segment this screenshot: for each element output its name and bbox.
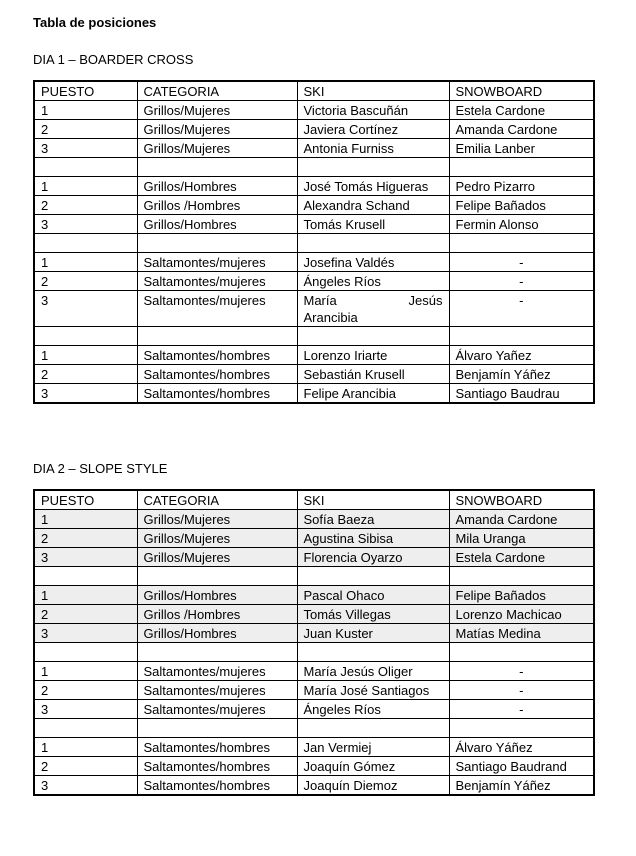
cell-ski [297, 158, 449, 177]
section-title-dia-2-slope-style: DIA 2 – SLOPE STYLE [33, 461, 168, 476]
cell-snowboard: Amanda Cardone [449, 120, 594, 139]
table-row [34, 529, 594, 548]
cell-puesto: 2 [34, 605, 137, 624]
cell-snowboard: Álvaro Yañez [449, 346, 594, 365]
cell-categoria: Grillos/Mujeres [137, 101, 297, 120]
cell-categoria: Saltamontes/hombres [137, 346, 297, 365]
cell-ski: Tomás Krusell [297, 215, 449, 234]
cell-snowboard: Estela Cardone [449, 548, 594, 567]
table-row [34, 177, 594, 196]
section-title-dia-1-boarder-cross: DIA 1 – BOARDER CROSS [33, 52, 194, 67]
table-row [34, 215, 594, 234]
table-row [34, 253, 594, 272]
cell-categoria [137, 643, 297, 662]
cell-puesto: 2 [34, 757, 137, 776]
page-title: Tabla de posiciones [33, 15, 157, 30]
cell-snowboard: - [449, 253, 594, 272]
cell-snowboard [449, 643, 594, 662]
table-row [34, 291, 594, 327]
table-row [34, 738, 594, 757]
cell-snowboard [449, 567, 594, 586]
cell-snowboard: Estela Cardone [449, 101, 594, 120]
cell-categoria: Saltamontes/mujeres [137, 681, 297, 700]
cell-ski: Ángeles Ríos [297, 272, 449, 291]
table-row [34, 757, 594, 776]
cell-puesto: 3 [34, 384, 137, 404]
cell-puesto [34, 327, 137, 346]
cell-categoria [137, 234, 297, 253]
table-row [34, 586, 594, 605]
column-header-puesto: PUESTO [34, 490, 137, 510]
table-row [34, 139, 594, 158]
cell-puesto: 3 [34, 215, 137, 234]
cell-puesto: 2 [34, 120, 137, 139]
cell-puesto [34, 643, 137, 662]
cell-puesto: 2 [34, 681, 137, 700]
table-row [34, 510, 594, 529]
cell-puesto [34, 234, 137, 253]
cell-categoria: Saltamontes/mujeres [137, 272, 297, 291]
name-line-1 [304, 292, 443, 309]
cell-ski [297, 327, 449, 346]
cell-categoria: Grillos /Hombres [137, 196, 297, 215]
cell-categoria: Saltamontes/hombres [137, 738, 297, 757]
cell-ski: María Jesús Oliger [297, 662, 449, 681]
cell-snowboard: Pedro Pizarro [449, 177, 594, 196]
cell-categoria [137, 327, 297, 346]
cell-snowboard: - [449, 662, 594, 681]
table-row [34, 624, 594, 643]
table-row [34, 346, 594, 365]
cell-puesto: 1 [34, 662, 137, 681]
cell-categoria: Saltamontes/mujeres [137, 291, 297, 327]
cell-puesto: 3 [34, 548, 137, 567]
table-row [34, 196, 594, 215]
cell-ski: María José Santiagos [297, 681, 449, 700]
empty-row [34, 234, 594, 253]
name-part-left: María [303, 293, 337, 308]
cell-snowboard: - [449, 272, 594, 291]
cell-snowboard: Matías Medina [449, 624, 594, 643]
cell-ski: Jan Vermiej [297, 738, 449, 757]
empty-row [34, 719, 594, 738]
cell-snowboard: Fermin Alonso [449, 215, 594, 234]
cell-snowboard: Santiago Baudrau [449, 384, 594, 404]
cell-puesto: 3 [34, 291, 137, 327]
table-header-row [34, 490, 594, 510]
cell-categoria [137, 719, 297, 738]
sections-container [33, 52, 636, 796]
cell-ski: Sebastián Krusell [297, 365, 449, 384]
cell-categoria: Grillos/Mujeres [137, 120, 297, 139]
cell-ski: Felipe Arancibia [297, 384, 449, 404]
column-header-snowboard: SNOWBOARD [449, 490, 594, 510]
cell-snowboard: Felipe Bañados [449, 196, 594, 215]
column-header-puesto: PUESTO [34, 81, 137, 101]
cell-puesto: 1 [34, 346, 137, 365]
cell-snowboard [449, 327, 594, 346]
empty-row [34, 567, 594, 586]
cell-ski: Antonia Furniss [297, 139, 449, 158]
cell-puesto: 1 [34, 177, 137, 196]
empty-row [34, 327, 594, 346]
cell-snowboard: Amanda Cardone [449, 510, 594, 529]
cell-ski [297, 291, 449, 327]
cell-ski: José Tomás Higueras [297, 177, 449, 196]
cell-categoria: Saltamontes/hombres [137, 776, 297, 796]
cell-puesto [34, 719, 137, 738]
cell-puesto: 3 [34, 624, 137, 643]
column-header-categoria: CATEGORIA [137, 81, 297, 101]
cell-categoria: Grillos/Hombres [137, 586, 297, 605]
cell-puesto [34, 567, 137, 586]
cell-snowboard: - [449, 291, 594, 327]
cell-snowboard [449, 234, 594, 253]
cell-snowboard: Álvaro Yáñez [449, 738, 594, 757]
table-row [34, 776, 594, 796]
table-row [34, 662, 594, 681]
cell-categoria: Grillos/Mujeres [137, 548, 297, 567]
column-header-snowboard: SNOWBOARD [449, 81, 594, 101]
cell-puesto: 1 [34, 253, 137, 272]
cell-snowboard: Benjamín Yáñez [449, 776, 594, 796]
cell-categoria: Grillos/Mujeres [137, 529, 297, 548]
cell-puesto: 1 [34, 586, 137, 605]
table-row [34, 101, 594, 120]
positions-table-dia-1-boarder-cross [33, 80, 595, 404]
cell-puesto: 1 [34, 738, 137, 757]
cell-ski: Sofía Baeza [297, 510, 449, 529]
cell-ski [297, 234, 449, 253]
name-part-right: Jesús [408, 293, 443, 308]
name-line-2: Arancibia [303, 310, 358, 325]
cell-puesto: 2 [34, 272, 137, 291]
cell-categoria: Grillos/Mujeres [137, 510, 297, 529]
cell-categoria [137, 158, 297, 177]
cell-snowboard: Santiago Baudrand [449, 757, 594, 776]
cell-categoria [137, 567, 297, 586]
section-dia-2-slope-style [33, 461, 636, 796]
cell-ski: Joaquín Diemoz [297, 776, 449, 796]
table-row [34, 681, 594, 700]
column-header-ski: SKI [297, 490, 449, 510]
cell-categoria: Saltamontes/mujeres [137, 700, 297, 719]
cell-categoria: Grillos /Hombres [137, 605, 297, 624]
cell-puesto: 1 [34, 101, 137, 120]
table-row [34, 272, 594, 291]
cell-puesto: 1 [34, 510, 137, 529]
cell-ski: Agustina Sibisa [297, 529, 449, 548]
table-row [34, 700, 594, 719]
column-header-categoria: CATEGORIA [137, 490, 297, 510]
cell-ski: Tomás Villegas [297, 605, 449, 624]
cell-categoria: Grillos/Hombres [137, 215, 297, 234]
cell-categoria: Grillos/Mujeres [137, 139, 297, 158]
cell-ski: Juan Kuster [297, 624, 449, 643]
column-header-ski: SKI [297, 81, 449, 101]
cell-snowboard: Felipe Bañados [449, 586, 594, 605]
cell-ski [297, 567, 449, 586]
cell-snowboard: Mila Uranga [449, 529, 594, 548]
cell-ski: Lorenzo Iriarte [297, 346, 449, 365]
cell-snowboard [449, 719, 594, 738]
cell-categoria: Saltamontes/hombres [137, 365, 297, 384]
cell-puesto: 2 [34, 529, 137, 548]
positions-table-dia-2-slope-style [33, 489, 595, 796]
cell-ski [297, 643, 449, 662]
cell-ski: Alexandra Schand [297, 196, 449, 215]
cell-snowboard: Emilia Lanber [449, 139, 594, 158]
cell-ski: Pascal Ohaco [297, 586, 449, 605]
cell-snowboard: Benjamín Yáñez [449, 365, 594, 384]
cell-snowboard: - [449, 700, 594, 719]
cell-puesto [34, 158, 137, 177]
cell-categoria: Saltamontes/hombres [137, 757, 297, 776]
cell-ski: Josefina Valdés [297, 253, 449, 272]
cell-categoria: Saltamontes/hombres [137, 384, 297, 404]
cell-ski [297, 719, 449, 738]
table-header-row [34, 81, 594, 101]
cell-puesto: 2 [34, 365, 137, 384]
cell-puesto: 3 [34, 700, 137, 719]
cell-ski: Ángeles Ríos [297, 700, 449, 719]
cell-ski: Joaquín Gómez [297, 757, 449, 776]
cell-snowboard: Lorenzo Machicao [449, 605, 594, 624]
empty-row [34, 158, 594, 177]
cell-categoria: Grillos/Hombres [137, 624, 297, 643]
cell-categoria: Grillos/Hombres [137, 177, 297, 196]
section-dia-1-boarder-cross [33, 52, 636, 404]
cell-ski: Javiera Cortínez [297, 120, 449, 139]
table-row [34, 548, 594, 567]
cell-puesto: 3 [34, 139, 137, 158]
empty-row [34, 643, 594, 662]
table-row [34, 120, 594, 139]
cell-snowboard: - [449, 681, 594, 700]
cell-categoria: Saltamontes/mujeres [137, 662, 297, 681]
cell-snowboard [449, 158, 594, 177]
cell-categoria: Saltamontes/mujeres [137, 253, 297, 272]
cell-puesto: 3 [34, 776, 137, 796]
cell-ski: Victoria Bascuñán [297, 101, 449, 120]
table-row [34, 384, 594, 404]
table-row [34, 605, 594, 624]
cell-puesto: 2 [34, 196, 137, 215]
cell-ski: Florencia Oyarzo [297, 548, 449, 567]
table-row [34, 365, 594, 384]
